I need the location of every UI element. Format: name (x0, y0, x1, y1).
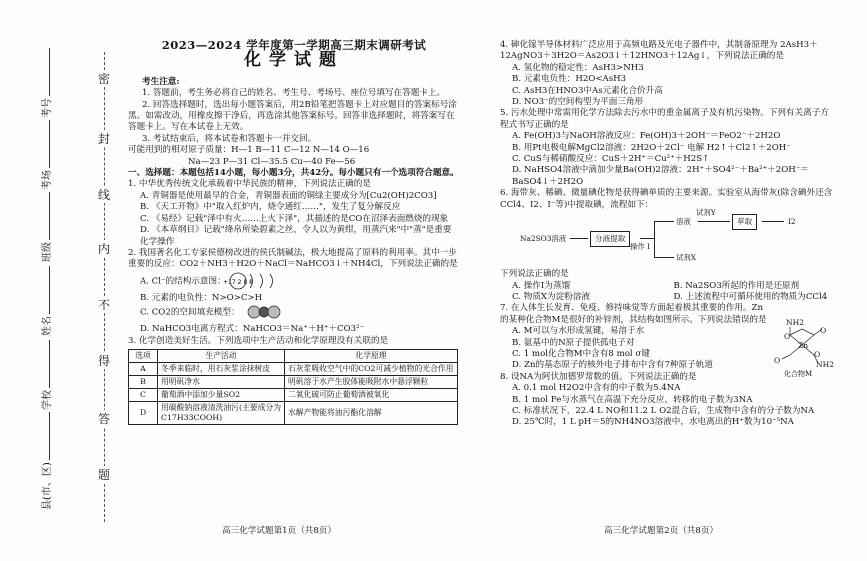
field-label: 姓名 (42, 316, 53, 336)
atomic-mass-intro: 可能用到的相对原子质量： (128, 145, 232, 156)
flow-arrow (654, 257, 674, 258)
table-cell: 水解产物能将油污酯化溶解 (285, 401, 458, 424)
atom-label: O (774, 356, 781, 366)
atomic-masses: Na—23 P—31 Cl—35.5 Cu—40 Fe—56 (188, 156, 356, 167)
atom-label: O (784, 332, 791, 342)
option: C. AsH3在HNO3中As元素化合价升高 (512, 85, 663, 96)
question-3: 3. 化学创造美好生活。下列选项中生产活动和化学原理没有关联的是 (128, 335, 389, 346)
seal-char: 不 (95, 296, 113, 313)
field-label: 考场 (42, 170, 53, 190)
option: A. 青铜器是使用最早的合金，青铜器表面的铜绿主要成分为[Cu2(OH)2CO3] (140, 190, 437, 201)
option: D. NO3⁻的空间构型为平面三角形 (512, 97, 644, 108)
seal-char: 题 (95, 466, 113, 483)
option: A. 氢化物的稳定性：AsH3>NH3 (512, 62, 644, 73)
option (140, 304, 460, 324)
flow-out-top: 溶液 (676, 217, 691, 227)
field-label: 县(市、区) (42, 462, 53, 510)
option: C. 物质X为淀粉溶液 (512, 291, 591, 302)
notice-item: 3. 考试结束后，将本试卷和答题卡一并交回。 (142, 133, 317, 144)
notice-item: 2. 回答选择题时，选出每小题答案后，用2B铅笔把答题卡上对应题目的答案标号涂黑。如需改动，用橡皮擦干净后，再选涂其他答案标号。回答非选择题时，将答案写在答题卡上。写在本试卷上无效。 (128, 99, 457, 133)
field-label: 学校 (42, 390, 53, 410)
seal-char: 内 (95, 240, 113, 257)
field-class[interactable] (38, 192, 53, 262)
option: B. 元素电负性：H2O<AsH3 (512, 74, 627, 85)
seal-char: 得 (95, 352, 113, 369)
compound-m-label: 化合物M (784, 370, 813, 379)
table-cell: 葡萄酒中添加少量SO2 (158, 388, 285, 401)
question-6-ask: 下列说法正确的是 (500, 269, 569, 280)
flow-arrow (654, 221, 674, 222)
option-row (512, 292, 835, 303)
table-header: 选项 (129, 349, 158, 362)
table-cell: A (129, 362, 158, 375)
atom-label: O (820, 326, 827, 336)
table-header: 化学原理 (285, 349, 458, 362)
seal-char: 密 (95, 70, 113, 87)
field-label: 班级 (42, 242, 53, 262)
option: B. 氨基中的N原子提供孤电子对 (512, 337, 635, 348)
flow-arrow (570, 238, 588, 239)
option: A. 操作I为蒸馏 (512, 280, 571, 291)
atom-label: NH2 (816, 360, 835, 370)
option-text: C. CO2的空间填充模型： (140, 307, 240, 318)
flow-product: I2 (788, 217, 796, 227)
question-5: 5. 污水处理中常需用化学方法除去污水中的重金属离子及有机污染物。下列有关离子方程式书写正确的是 (500, 108, 829, 130)
table-header-row (129, 349, 458, 362)
option: C. 1 mol化合物M中含有8 mol σ键 (512, 348, 650, 359)
option: A. Fe(OH)3与NaOH溶液反应：Fe(OH)3＋2OH⁻＝FeO2⁻＋2H2O (512, 131, 781, 142)
binding-margin (0, 0, 125, 561)
flow-start: Na2SO3溶液 (520, 234, 567, 244)
atom-label: O (814, 350, 821, 360)
atomic-masses: H—1 B—11 C—12 N—14 O—16 (231, 145, 370, 156)
option: A. 0.1 mol H2O2中含有的中子数为5.4NA (512, 383, 681, 394)
field-school[interactable] (38, 340, 53, 410)
right-column (500, 40, 835, 429)
notice-item: 1. 答题前，考生务必将自己的姓名、考生号、考场号、座位号填写在答题卡上。 (142, 88, 446, 99)
atom-label: Zn (798, 341, 809, 351)
page-footer-right: 高三化学试题第2页（共8页） (604, 526, 719, 536)
table-row (129, 375, 458, 388)
option: D. Zn的基态原子的核外电子排布中含有7种原子轨道 (512, 360, 713, 371)
flow-reagent: 试剂Y (696, 208, 716, 218)
field-label: 考号 (42, 98, 53, 118)
co2-model-icon (242, 304, 286, 320)
option: C. CuS与稀硝酸反应：CuS＋2H⁺＝Cu²⁺＋H2S↑ (512, 154, 710, 165)
q6-flow-diagram (500, 208, 835, 265)
compound-m-structure (772, 318, 835, 379)
table-header: 生产活动 (158, 349, 285, 362)
table-cell: B (129, 375, 158, 388)
field-exam-room[interactable] (38, 120, 53, 190)
question-1: 1. 中华优秀传统文化承载着中华民族的精神，下列说法正确的是 (128, 179, 371, 190)
option: B. 1 mol Fe与水蒸气在高温下充分反应，转移的电子数为3NA (512, 394, 753, 405)
flow-arrow (762, 221, 784, 222)
option: B. 用Pt电极电解MgCl2溶液：2H2O＋2Cl⁻ 电解 H2↑＋Cl2↑＋2OH⁻ (512, 142, 791, 153)
option: B. 《天工开物》中"取入红炉内，烧令通红……"，发生了复分解反应 (140, 202, 401, 213)
flow-arrow (640, 238, 654, 239)
section-heading: 一、选择题：本题包括14小题，每小题3分，共42分。每小题只有一个选项符合题意。 (128, 168, 459, 179)
option: A. M可以与水形成氢键，易溶于水 (512, 326, 645, 337)
field-county[interactable] (38, 412, 53, 510)
page-footer-left: 高三化学试题第1页（共8页） (222, 526, 337, 536)
atom-label: NH2 (786, 318, 805, 328)
table-row (129, 388, 458, 401)
option: D. NaHSO4溶液中滴加少量Ba(OH)2溶液：2H⁺＋SO4²⁻＋Ba²⁺＋2OH⁻＝BaSO4↓＋2H2O (512, 165, 809, 187)
table-cell: D (129, 401, 158, 424)
cl-ion-label: +17 2 8 8 (223, 278, 254, 286)
question-7: 7. 在人体生长发育、免疫、修持味觉等方面起着极其重要的作用。Zn的某种化合物M是很好的补锌剂，其结构如图所示。下列说法错误的是 (500, 303, 767, 325)
seal-dashed-line (104, 52, 105, 522)
table-row (129, 362, 458, 375)
question-2: 2. 我国著名化工专家侯德榜改进的侯氏制碱法，极大地提高了原料的利用率。其中一步重要的反应：CO2＋NH3＋H2O＋NaCl＝NaHCO3↓＋NH4Cl，下列说法正确的是 (128, 247, 458, 270)
field-name[interactable] (38, 266, 53, 336)
option: B. 元素的电负性：N>O>C>H (140, 292, 263, 303)
table-row (129, 401, 458, 424)
left-column (128, 40, 460, 425)
table-cell: 石灰浆吸收空气中的CO2可减少植物的光合作用 (285, 362, 458, 375)
option (140, 271, 460, 293)
question-8: 8. 设NA为阿伏加德罗常数的值。下列说法正确的是 (500, 371, 697, 382)
option: C. 标准状况下，22.4 L NO和11.2 L O2混合后，生成物中含有的分子数为NA (512, 405, 815, 416)
question-6: 6. 海带灰、稀碘、微量碘化物是获得碘单质的主要来源。实验室从海带灰(除含碘外还含CCl4、I2、I⁻等)中提取碘，流程如下： (500, 188, 833, 210)
table-cell: 用碳酸钠溶液清洗油污(主要成分为C17H33COOH) (158, 401, 285, 424)
flow-arrow (698, 221, 730, 222)
seal-char: 答 (95, 410, 113, 427)
seal-char: 线 (95, 186, 113, 203)
flow-step-box: 分液提取 (590, 231, 630, 246)
seal-char: 封 (95, 130, 113, 147)
table-cell: 二氧化硫可防止葡萄酒被氧化 (285, 388, 458, 401)
field-exam-number[interactable] (38, 48, 53, 118)
flow-out-bottom: 试剂X (676, 253, 697, 263)
option: B. Na2SO3所起的作用是还原剂 (673, 280, 800, 291)
flow-step-box: 萃取 (732, 214, 757, 229)
exam-title: 2023—2024 学年度第一学期高三期末调研考试 (161, 38, 427, 52)
option: D. 25℃时，1 L pH＝5的NH4NO3溶液中，水电离出的H⁺数为10⁻⁵NA (512, 417, 794, 428)
table-cell: C (129, 388, 158, 401)
cl-ion-diagram (223, 271, 288, 291)
option-text: A. Cl⁻的结构示意图： (140, 276, 226, 287)
atomic-mass-line (128, 145, 460, 156)
table-cell: 冬季来临时，用石灰浆涂抹树皮 (158, 362, 285, 375)
option: D. 《本草纲目》记载"绛帛所染碧素之丝，令人以为黄绀，用蒸汽来"中"蒸"是重要化学操作 (140, 225, 452, 247)
flow-tag: 操作 I (630, 242, 651, 252)
option: C. 《易经》记载"泽中有火……上火下泽"，其描述的是CO在沼泽表面燃烧的现象 (140, 213, 449, 224)
question-4: 4. 砷化镓半导体材料广泛应用于高频电路及光电子器件中，其制备原理为 2AsH3＋12AgNO3＋3H2O＝As2O3↓＋12HNO3＋12Ag↓，下列说法正确的是 (500, 40, 818, 62)
table-cell: 明矾溶于水产生胶体能吸附水中悬浮颗粒 (285, 375, 458, 388)
option: D. 上述流程中可循环使用的物质为CCl4 (673, 291, 828, 302)
table-cell: 用明矾净水 (158, 375, 285, 388)
subject-title: 化学试题 (244, 50, 344, 71)
option: D. NaHCO3电离方程式：NaHCO3＝Na⁺＋H⁺＋CO3²⁻ (140, 324, 365, 335)
q3-table (128, 349, 458, 425)
flow-branch-line (654, 221, 655, 257)
option-row (512, 281, 835, 292)
notice-heading: 考生注意: (142, 76, 180, 87)
